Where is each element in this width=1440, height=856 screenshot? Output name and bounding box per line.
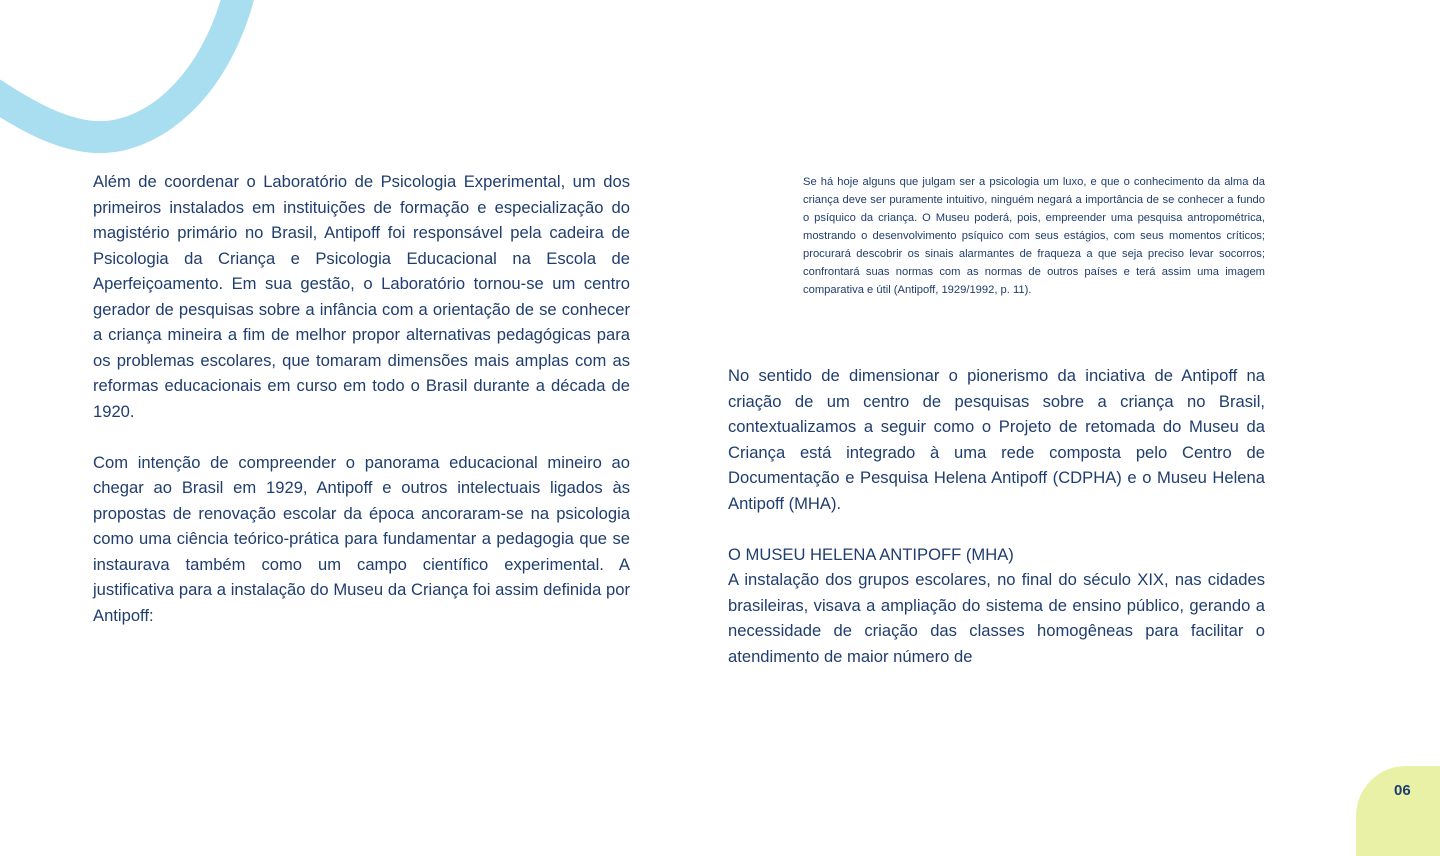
page-number: 06 bbox=[1394, 782, 1411, 799]
right-column bbox=[728, 363, 1265, 669]
decorative-curve bbox=[0, 0, 300, 170]
section-heading: O MUSEU HELENA ANTIPOFF (MHA) bbox=[728, 544, 1014, 564]
block-quote: Se há hoje alguns que julgam ser a psicologia um luxo, e que o conhecimento da alma da criança deve ser puramente intuitivo, ninguém negará a importância de se conhecer a fundo o psíquico da criança. O Museu poderá, pois, empreender uma pesquisa antropométrica, mostrando o desenvolvimento psíquico com seus estágios, com seus momentos críticos; procurará descobrir os sinais alarmantes de fraqueza a que seja preciso levar socorros; confrontará suas normas com as normas de outros países e terá assim uma imagem comparativa e útil (Antipoff, 1929/1992, p. 11). bbox=[803, 176, 1265, 296]
page-number-badge bbox=[1356, 766, 1440, 856]
right-paragraph-1: No sentido de dimensionar o pionerismo da inciativa de Antipoff na criação de um centro de pesquisas sobre a criança no Brasil, contextualizamos a seguir como o Projeto de retomada do Museu da Criança está integrado à uma rede composta pelo Centro de Documentação e Pesquisa Helena Antipoff (CDPHA) e o Museu Helena Antipoff (MHA). bbox=[728, 366, 1265, 513]
left-paragraph-1: Além de coordenar o Laboratório de Psicologia Experimental, um dos primeiros instalados em instituições de formação e especialização do magistério primário no Brasil, Antipoff foi responsável pela cadeira de Psicologia da Criança e Psicologia Educacional na Escola de Aperfeiçoamento. Em sua gestão, o Laboratório tornou-se um centro gerador de pesquisas sobre a infância com a orientação de se conhecer a criança mineira a fim de melhor propor alternativas pedagógicas para os problemas escolares, que tomaram dimensões mais amplas com as reformas educacionais em curso em todo o Brasil durante a década de 1920. bbox=[93, 172, 630, 421]
left-paragraph-2: Com intenção de compreender o panorama educacional mineiro ao chegar ao Brasil em 1929, Antipoff e outros intelectuais ligados às propostas de renovação escolar da época ancoraram-se na psicologia como uma ciência teórico-prática para fundamentar a pedagogia que se instaurava também como um campo científico experimental. A justificativa para a instalação do Museu da Criança foi assim definida por Antipoff: bbox=[93, 452, 630, 625]
right-paragraph-2: A instalação dos grupos escolares, no final do século XIX, nas cidades brasileiras, visava a ampliação do sistema de ensino público, gerando a necessidade de criação das classes homogêneas para facilitar o atendimento de maior número de bbox=[728, 570, 1265, 666]
paragraph-spacer bbox=[93, 424, 630, 450]
paragraph-spacer bbox=[728, 516, 1265, 542]
left-column bbox=[93, 169, 630, 628]
